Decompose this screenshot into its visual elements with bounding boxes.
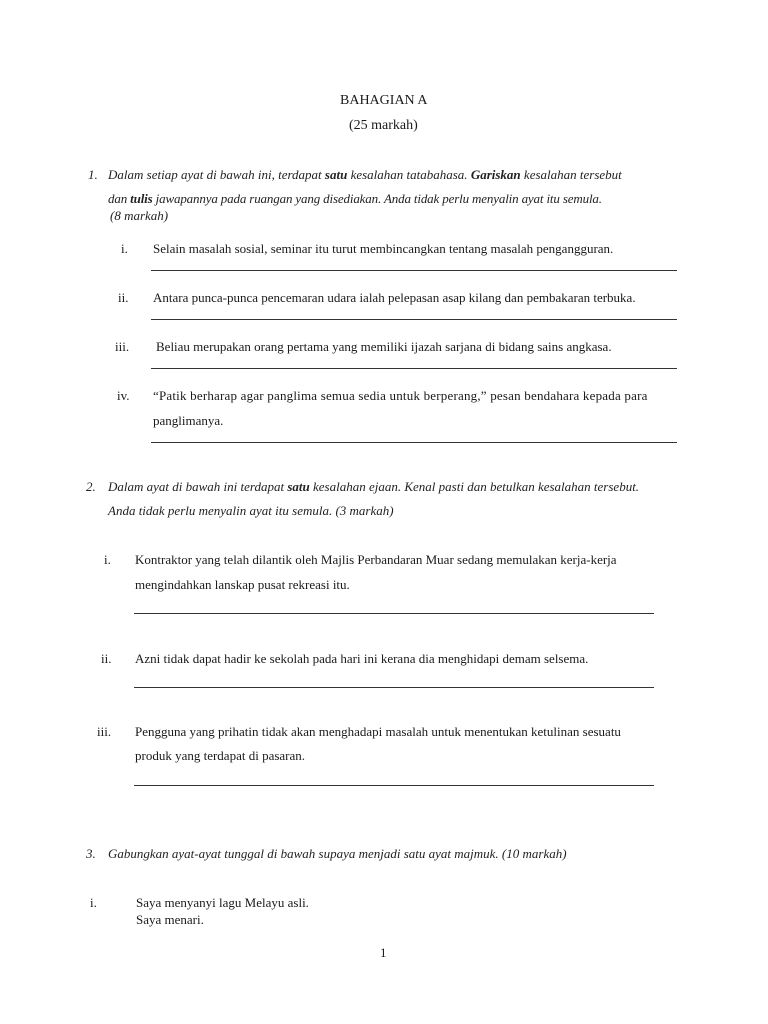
question-2-item-3: Pengguna yang prihatin tidak akan menghadapi masalah untuk menentukan ketulinan sesuatu (135, 724, 621, 739)
instr-text: jawapannya pada ruangan yang disediakan. Anda tidak perlu menyalin ayat itu semula. (152, 191, 602, 206)
question-1-item-4: “Patik berharap agar panglima semua sedia untuk berperang,” pesan bendahara kepada para (153, 388, 648, 403)
item-number: iv. (117, 388, 130, 403)
question-2-item-1: Kontraktor yang telah dilantik oleh Majlis Perbandaran Muar sedang memulakan kerja-kerja (135, 552, 617, 567)
item-number: i. (121, 241, 128, 256)
item-number: ii. (101, 651, 112, 666)
question-number-2: 2. (86, 479, 96, 494)
question-2-instruction-line2: Anda tidak perlu menyalin ayat itu semula. (3 markah) (108, 503, 394, 518)
item-number: i. (90, 895, 97, 910)
question-1-marks: (8 markah) (110, 208, 169, 223)
instr-text: Dalam ayat di bawah ini terdapat (108, 479, 288, 494)
page-number: 1 (380, 945, 387, 960)
answer-line[interactable] (151, 442, 677, 443)
question-1-instruction (108, 167, 622, 183)
question-3-item-1-line1: Saya menyanyi lagu Melayu asli. (136, 895, 309, 910)
instr-text: kesalahan tersebut (520, 167, 622, 182)
question-3-instruction: Gabungkan ayat-ayat tunggal di bawah supaya menjadi satu ayat majmuk. (10 markah) (108, 846, 567, 861)
question-1-item-2: Antara punca-punca pencemaran udara ialah pelepasan asap kilang dan pembakaran terbuka. (153, 290, 636, 305)
item-number: i. (104, 552, 111, 567)
question-2-item-3-line2: produk yang terdapat di pasaran. (135, 748, 306, 763)
question-3-item-1-line2: Saya menari. (136, 912, 204, 927)
question-1-item-4-line2: panglimanya. (153, 413, 224, 428)
instr-text: kesalahan ejaan. Kenal pasti dan betulkan kesalahan tersebut. (309, 479, 640, 494)
instr-text: Dalam setiap ayat di bawah ini, terdapat (108, 167, 325, 182)
question-1-item-1: Selain masalah sosial, seminar itu turut membincangkan tentang masalah pengangguran. (153, 241, 614, 256)
instr-text: dan (108, 191, 131, 206)
question-2-item-1-line2: mengindahkan lanskap pusat rekreasi itu. (135, 577, 350, 592)
question-2-instruction (108, 479, 639, 495)
item-number: iii. (115, 339, 130, 354)
answer-line[interactable] (151, 368, 677, 369)
item-number: ii. (118, 290, 129, 305)
question-number-3: 3. (86, 846, 96, 861)
section-title: BAHAGIAN A (340, 93, 428, 108)
section-marks: (25 markah) (349, 118, 418, 133)
question-1-item-3: Beliau merupakan orang pertama yang memiliki ijazah sarjana di bidang sains angkasa. (156, 339, 612, 354)
item-number: iii. (97, 724, 112, 739)
question-1-instruction-line2 (108, 191, 602, 207)
answer-line[interactable] (134, 613, 654, 614)
instr-bold: satu (324, 167, 348, 182)
answer-line[interactable] (151, 270, 677, 271)
instr-text: kesalahan tatabahasa. (347, 167, 471, 182)
instr-bold: tulis (130, 191, 153, 206)
question-2-item-2: Azni tidak dapat hadir ke sekolah pada hari ini kerana dia menghidapi demam selsema. (135, 651, 589, 666)
answer-line[interactable] (134, 785, 654, 786)
question-number-1: 1. (88, 167, 98, 182)
answer-line[interactable] (151, 319, 677, 320)
instr-bold: satu (287, 479, 310, 494)
answer-line[interactable] (134, 687, 654, 688)
instr-bold: Gariskan (470, 167, 521, 182)
